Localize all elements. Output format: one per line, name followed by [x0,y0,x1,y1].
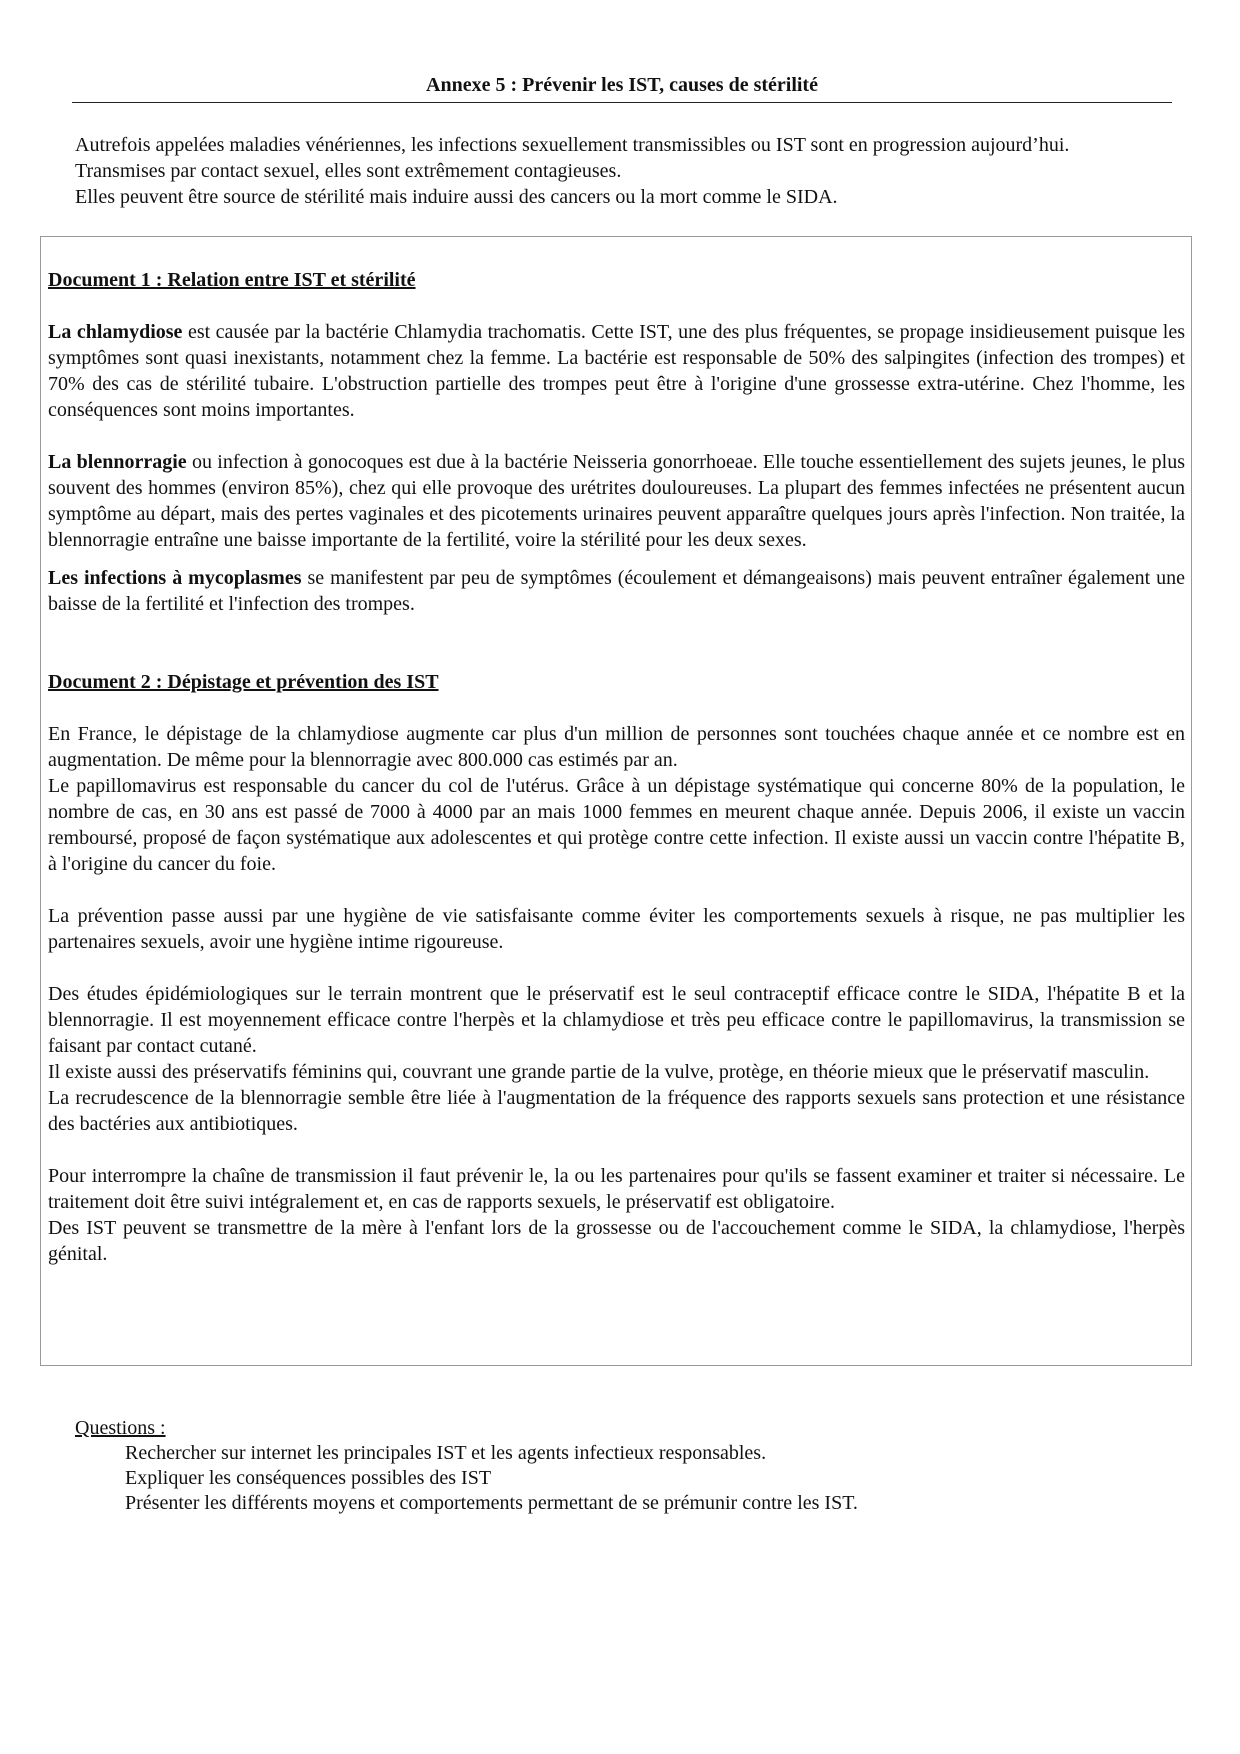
mere-enfant-paragraph: Des IST peuvent se transmettre de la mère à l'enfant lors de la grossesse ou de l'accouchement comme le SIDA, la chlamydiose, l'herpès génital. [48,1217,1185,1265]
papillomavirus-paragraph: Le papillomavirus est responsable du cancer du col de l'utérus. Grâce à un dépistage systématique qui concerne 80% de la population, le nombre de cas, en 30 ans est passé de 7000 à 4000 par an mais 1000 femmes en meurent chaque année. Depuis 2006, il existe un vaccin remboursé, proposé de façon systématique aux adolescentes et qui protège contre cette infection. Il existe aussi un vaccin contre l'hépatite B, à l'origine du cancer du foie. [48,775,1185,875]
intro-paragraph: Elles peuvent être source de stérilité mais induire aussi des cancers ou la mort comme le SIDA. [75,186,838,208]
blennorragie-paragraph [48,449,1185,553]
title-divider [72,102,1172,103]
mycoplasmes-text: se manifestent par peu de symptômes (écoulement et démangeaisons) mais peuvent entraîner également une baisse de la fertilité et l'infection des trompes. [48,567,1185,615]
prevention-paragraph: La prévention passe aussi par une hygiène de vie satisfaisante comme éviter les comportements sexuels à risque, ne pas multiplier les partenaires sexuels, avoir une hygiène intime rigoureuse. [48,905,1185,953]
questions-list [75,1441,1135,1516]
mycoplasmes-paragraph [48,565,1185,617]
question-item: Expliquer les conséquences possibles des IST [125,1467,492,1489]
documents-frame [40,236,1192,1366]
document-1-heading: Document 1 : Relation entre IST et stérilité [48,269,416,291]
blennorragie-text: ou infection à gonocoques est due à la bactérie Neisseria gonorrhoeae. Elle touche essentiellement des sujets jeunes, le plus souvent des hommes (environ 85%), chez qui elle provoque des urétrites douloureuses. La plupart des femmes infectées ne présentent aucun symptôme au départ, mais des pertes vaginales et des picotements urinaires peuvent apparaître quelques jours après l'infection. Non traitée, la blennorragie entraîne une baisse importante de la fertilité, voire la stérilité pour les deux sexes. [48,451,1185,551]
questions-section [75,1416,1135,1516]
questions-heading: Questions : [75,1417,166,1439]
question-item: Présenter les différents moyens et comportements permettant de se prémunir contre les IST. [125,1492,858,1514]
chlamydiose-paragraph [48,319,1185,423]
recrudescence-paragraph: La recrudescence de la blennorragie semble être liée à l'augmentation de la fréquence des rapports sexuels sans protection et une résistance des bactéries aux antibiotiques. [48,1087,1185,1135]
intro-paragraph: Autrefois appelées maladies vénériennes, les infections sexuellement transmissibles ou IST sont en progression aujourd’hui. Transmises par contact sexuel, elles sont extrêmement contagieuses. [75,134,1070,182]
chlamydiose-term: La chlamydiose [48,321,183,343]
mycoplasmes-term: Les infections à mycoplasmes [48,567,302,589]
etudes-paragraph: Des études épidémiologiques sur le terrain montrent que le préservatif est le seul contraceptif efficace contre le SIDA, l'hépatite B et la blennorragie. Il est moyennement efficace contre l'herpès et la chlamydiose et très peu efficace contre le papillomavirus, la transmission se faisant par contact cutané. [48,983,1185,1057]
question-item: Rechercher sur internet les principales IST et les agents infectieux responsables. [125,1442,767,1464]
depistage-paragraph: En France, le dépistage de la chlamydiose augmente car plus d'un million de personnes sont touchées chaque année et ce nombre est en augmentation. De même pour la blennorragie avec 800.000 cas estimés par an. [48,723,1185,771]
transmission-paragraph: Pour interrompre la chaîne de transmission il faut prévenir le, la ou les partenaires pour qu'ils se fassent examiner et traiter si nécessaire. Le traitement doit être suivi intégralement et, en cas de rapports sexuels, le préservatif est obligatoire. [48,1165,1185,1213]
document-2-heading: Document 2 : Dépistage et prévention des IST [48,671,439,693]
preservatifs-feminins-paragraph: Il existe aussi des préservatifs féminins qui, couvrant une grande partie de la vulve, protège, en théorie mieux que le préservatif masculin. [48,1061,1150,1083]
page-title: Annexe 5 : Prévenir les IST, causes de stérilité [426,74,818,96]
chlamydiose-text: est causée par la bactérie Chlamydia trachomatis. Cette IST, une des plus fréquentes, se propage insidieusement puisque les symptômes sont quasi inexistants, notamment chez la femme. La bactérie est responsable de 50% des salpingites (infection des trompes) et 70% des cas de stérilité tubaire. L'obstruction partielle des trompes peut être à l'origine d'une grossesse extra-utérine. Chez l'homme, les conséquences sont moins importantes. [48,321,1185,421]
intro-section [75,132,1155,210]
blennorragie-term: La blennorragie [48,451,187,473]
